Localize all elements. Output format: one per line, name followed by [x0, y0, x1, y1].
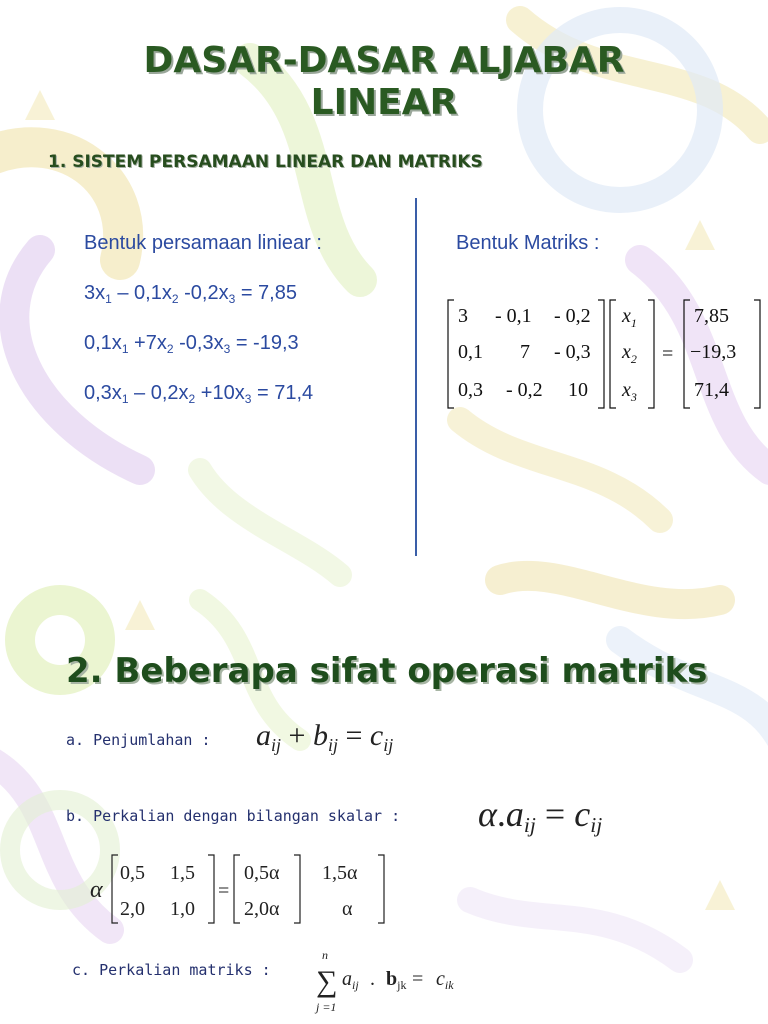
- coef-1-3: - 0,2: [554, 305, 591, 327]
- sum-upper: n: [322, 948, 328, 962]
- title-line-1: DASAR-DASAR ALJABAR: [143, 40, 625, 81]
- var-x2: $x_2$: [622, 341, 637, 366]
- column-divider: [415, 198, 417, 556]
- right-1-1: 0,5α: [244, 862, 280, 884]
- mult-equals: =: [412, 968, 424, 990]
- scalar-formula: $\alpha.a_{ij} = c_{ij}$: [478, 794, 603, 837]
- property-scalar-label: b. Perkalian dengan bilangan skalar :: [66, 807, 401, 825]
- matrix-equation: [440, 296, 766, 412]
- sum-sign: ∑: [316, 965, 338, 998]
- addition-formula: $a_{ij} + b_{ij} = c_{ij}$: [256, 719, 394, 755]
- var-x1: $x_1$: [622, 305, 637, 330]
- coef-2-2: 7: [520, 341, 530, 363]
- property-matrix-mult-label: c. Perkalian matriks :: [72, 961, 271, 979]
- scalar-alpha: α: [90, 877, 103, 903]
- coef-1-2: - 0,1: [495, 305, 532, 327]
- rhs-2: −19,3: [690, 341, 737, 363]
- right-2-1: 2,0α: [244, 898, 280, 920]
- rhs-3: 71,4: [694, 379, 729, 401]
- coef-2-1: 0,1: [458, 341, 483, 363]
- property-addition-label: a. Penjumlahan :: [66, 731, 211, 749]
- left-1-1: 0,5: [120, 862, 145, 884]
- left-2-2: 1,0: [170, 898, 195, 920]
- rhs-1: 7,85: [694, 305, 729, 327]
- right-1-2: 1,5α: [322, 862, 358, 884]
- var-x3: $x_3$: [622, 379, 637, 404]
- slide-2: [0, 575, 768, 1024]
- section-heading-2: 2. Beberapa sifat operasi matriks: [66, 651, 708, 691]
- matrix-equals: =: [662, 343, 674, 365]
- scalar-equals: =: [218, 880, 230, 902]
- left-2-1: 2,0: [120, 898, 145, 920]
- title-line-2: LINEAR: [310, 82, 458, 123]
- mult-dot: .: [370, 968, 375, 990]
- coef-2-3: - 0,3: [554, 341, 591, 363]
- mult-a: $a_{ij}$: [342, 968, 359, 992]
- equation-2: $0,1x_1 +7x_2$ $-0,3x_3 = -19,3$: [84, 332, 299, 356]
- equation-1: $3x_1 - 0,1x_2$ $-0,2x_3 = 7,85$: [84, 282, 297, 306]
- equation-form-label: Bentuk persamaan liniear :: [84, 232, 322, 254]
- slide-title: [0, 40, 768, 124]
- equation-3: $0,3x_1 - 0,2x_2 +10x_3 = 71,4$: [84, 382, 314, 406]
- coef-3-3: 10: [568, 379, 588, 401]
- matrix-form-label: Bentuk Matriks :: [456, 232, 600, 254]
- left-1-2: 1,5: [170, 862, 195, 884]
- mult-b: $b_{jk}$: [386, 968, 407, 992]
- matrix-mult-formula: [312, 945, 482, 1017]
- right-2-2: α: [342, 898, 353, 920]
- mult-c: $c_{ik}$: [436, 968, 454, 992]
- coef-3-2: - 0,2: [506, 379, 543, 401]
- section-heading-1: 1. SISTEM PERSAMAAN LINEAR DAN MATRIKS: [48, 152, 483, 172]
- sum-lower: j =1: [316, 1000, 337, 1014]
- scalar-example: [88, 851, 388, 927]
- coef-1-1: 3: [458, 305, 468, 327]
- coef-3-1: 0,3: [458, 379, 483, 401]
